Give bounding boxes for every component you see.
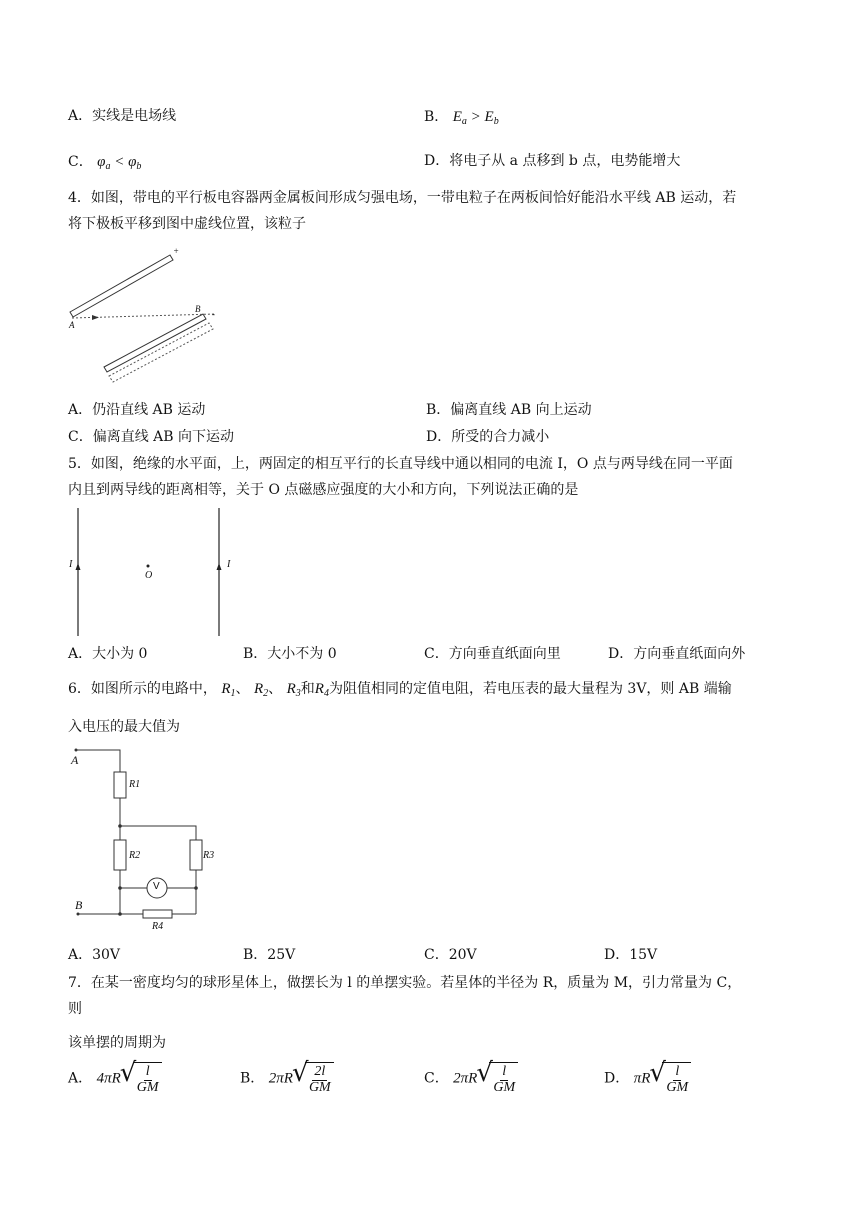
q4-stem-line1: 4．如图，带电的平行板电容器两金属板间形成匀强电场，一带电粒子在两板间恰好能沿水平线 AB 运动，若 <box>68 190 737 206</box>
q4-option-d: D．所受的合力减小 <box>426 429 550 445</box>
q4-plus-label: + <box>173 246 180 256</box>
q6-resistor-r3 <box>190 840 202 870</box>
q3-option-b-math: $E_a > E_b$ <box>452 109 499 127</box>
q7-stem-line3: 该单摆的周期为 <box>68 1035 166 1051</box>
q6-wire-a <box>76 750 120 772</box>
q6-option-c: C．20V <box>424 947 477 963</box>
q6-r4: $R_4$ <box>314 681 329 699</box>
q6-label-r3: R3 <box>203 850 215 861</box>
q6-option-d: D．15V <box>604 947 658 963</box>
q4-option-c: C．偏离直线 AB 向下运动 <box>68 429 235 445</box>
q7-stem-line1: 7．在某一密度均匀的球形星体上，做摆长为 l 的单摆实验。若星体的半径为 R，质量为 M，引力常量为 C， <box>68 975 742 991</box>
q5-option-c: C．方向垂直纸面向里 <box>424 646 561 662</box>
q4-stem-line2: 将下极板平移到图中虚线位置，该粒子 <box>68 216 306 232</box>
q7-option-c: C． 2πR √ $\frac{l}{GM}$ <box>424 1062 518 1095</box>
q6-label-v: V <box>153 881 160 892</box>
q5-option-a: A．大小为 0 <box>68 646 148 662</box>
q5-label-i-right: I <box>227 559 231 570</box>
q6-resistor-r1 <box>114 772 126 798</box>
q6-stem-line2: 入电压的最大值为 <box>68 719 180 735</box>
q7-stem-line2: 则 <box>68 1001 82 1017</box>
q6-r1: $R_1$ <box>221 681 236 699</box>
q5-option-d: D．方向垂直纸面向外 <box>608 646 746 662</box>
q6-option-b: B．25V <box>243 947 296 963</box>
q4-option-a: A．仍沿直线 AB 运动 <box>68 402 206 418</box>
q3-option-c-math: $\varphi_a < \varphi_b$ <box>97 154 142 172</box>
q5-stem-line1: 5．如图，绝缘的水平面，上，两固定的相互平行的长直导线中通以相同的电流 I，O 点与两导线在同一平面 <box>68 456 733 472</box>
q5-label-i-left: I <box>69 559 73 570</box>
q6-label-r1: R1 <box>129 779 141 790</box>
q6-resistor-r2 <box>114 840 126 870</box>
q5-label-o: O <box>145 570 153 581</box>
q3-option-a: A．实线是电场线 <box>68 108 177 124</box>
q6-label-b: B <box>75 898 83 912</box>
q4-option-b: B．偏离直线 AB 向上运动 <box>426 402 592 418</box>
q5-stem-line2: 内且到两导线的距离相等，关于 O 点磁感应强度的大小和方向，下列说法正确的是 <box>68 482 579 498</box>
q6-label-r4: R4 <box>152 921 164 932</box>
q4-label-b: B <box>195 304 201 314</box>
q7-option-a: A． 4πR √ $\frac{l}{GM}$ <box>68 1062 162 1095</box>
q6-stem-line1: 6．如图所示的电路中， $R_1$、 $R_2$、 $R_3$和$R_4$为阻值相同的定值电阻，若电压表的最大量程为 3V，则 AB 端输 <box>68 681 732 699</box>
q6-label-a: A <box>71 753 79 767</box>
q6-option-a: A．30V <box>68 947 121 963</box>
q7-option-d: D． πR √ $\frac{l}{GM}$ <box>604 1062 691 1095</box>
q4-minus-label: - <box>212 309 215 319</box>
q6-r3: $R_3$ <box>286 681 301 699</box>
q3-option-d: D．将电子从 a 点移到 b 点，电势能增大 <box>424 153 681 169</box>
q6-label-r2: R2 <box>129 850 141 861</box>
q7-option-b: B． 2πR √ $\frac{2l}{GM}$ <box>240 1062 334 1095</box>
q6-r2: $R_2$ <box>254 681 269 699</box>
q5-option-b: B．大小不为 0 <box>243 646 337 662</box>
q4-label-a: A <box>69 320 75 330</box>
q3-option-c: C． $\varphi_a < \varphi_b$ <box>68 154 142 172</box>
q3-option-b: B． $E_a > E_b$ <box>424 109 499 127</box>
q6-resistor-r4 <box>143 910 172 918</box>
